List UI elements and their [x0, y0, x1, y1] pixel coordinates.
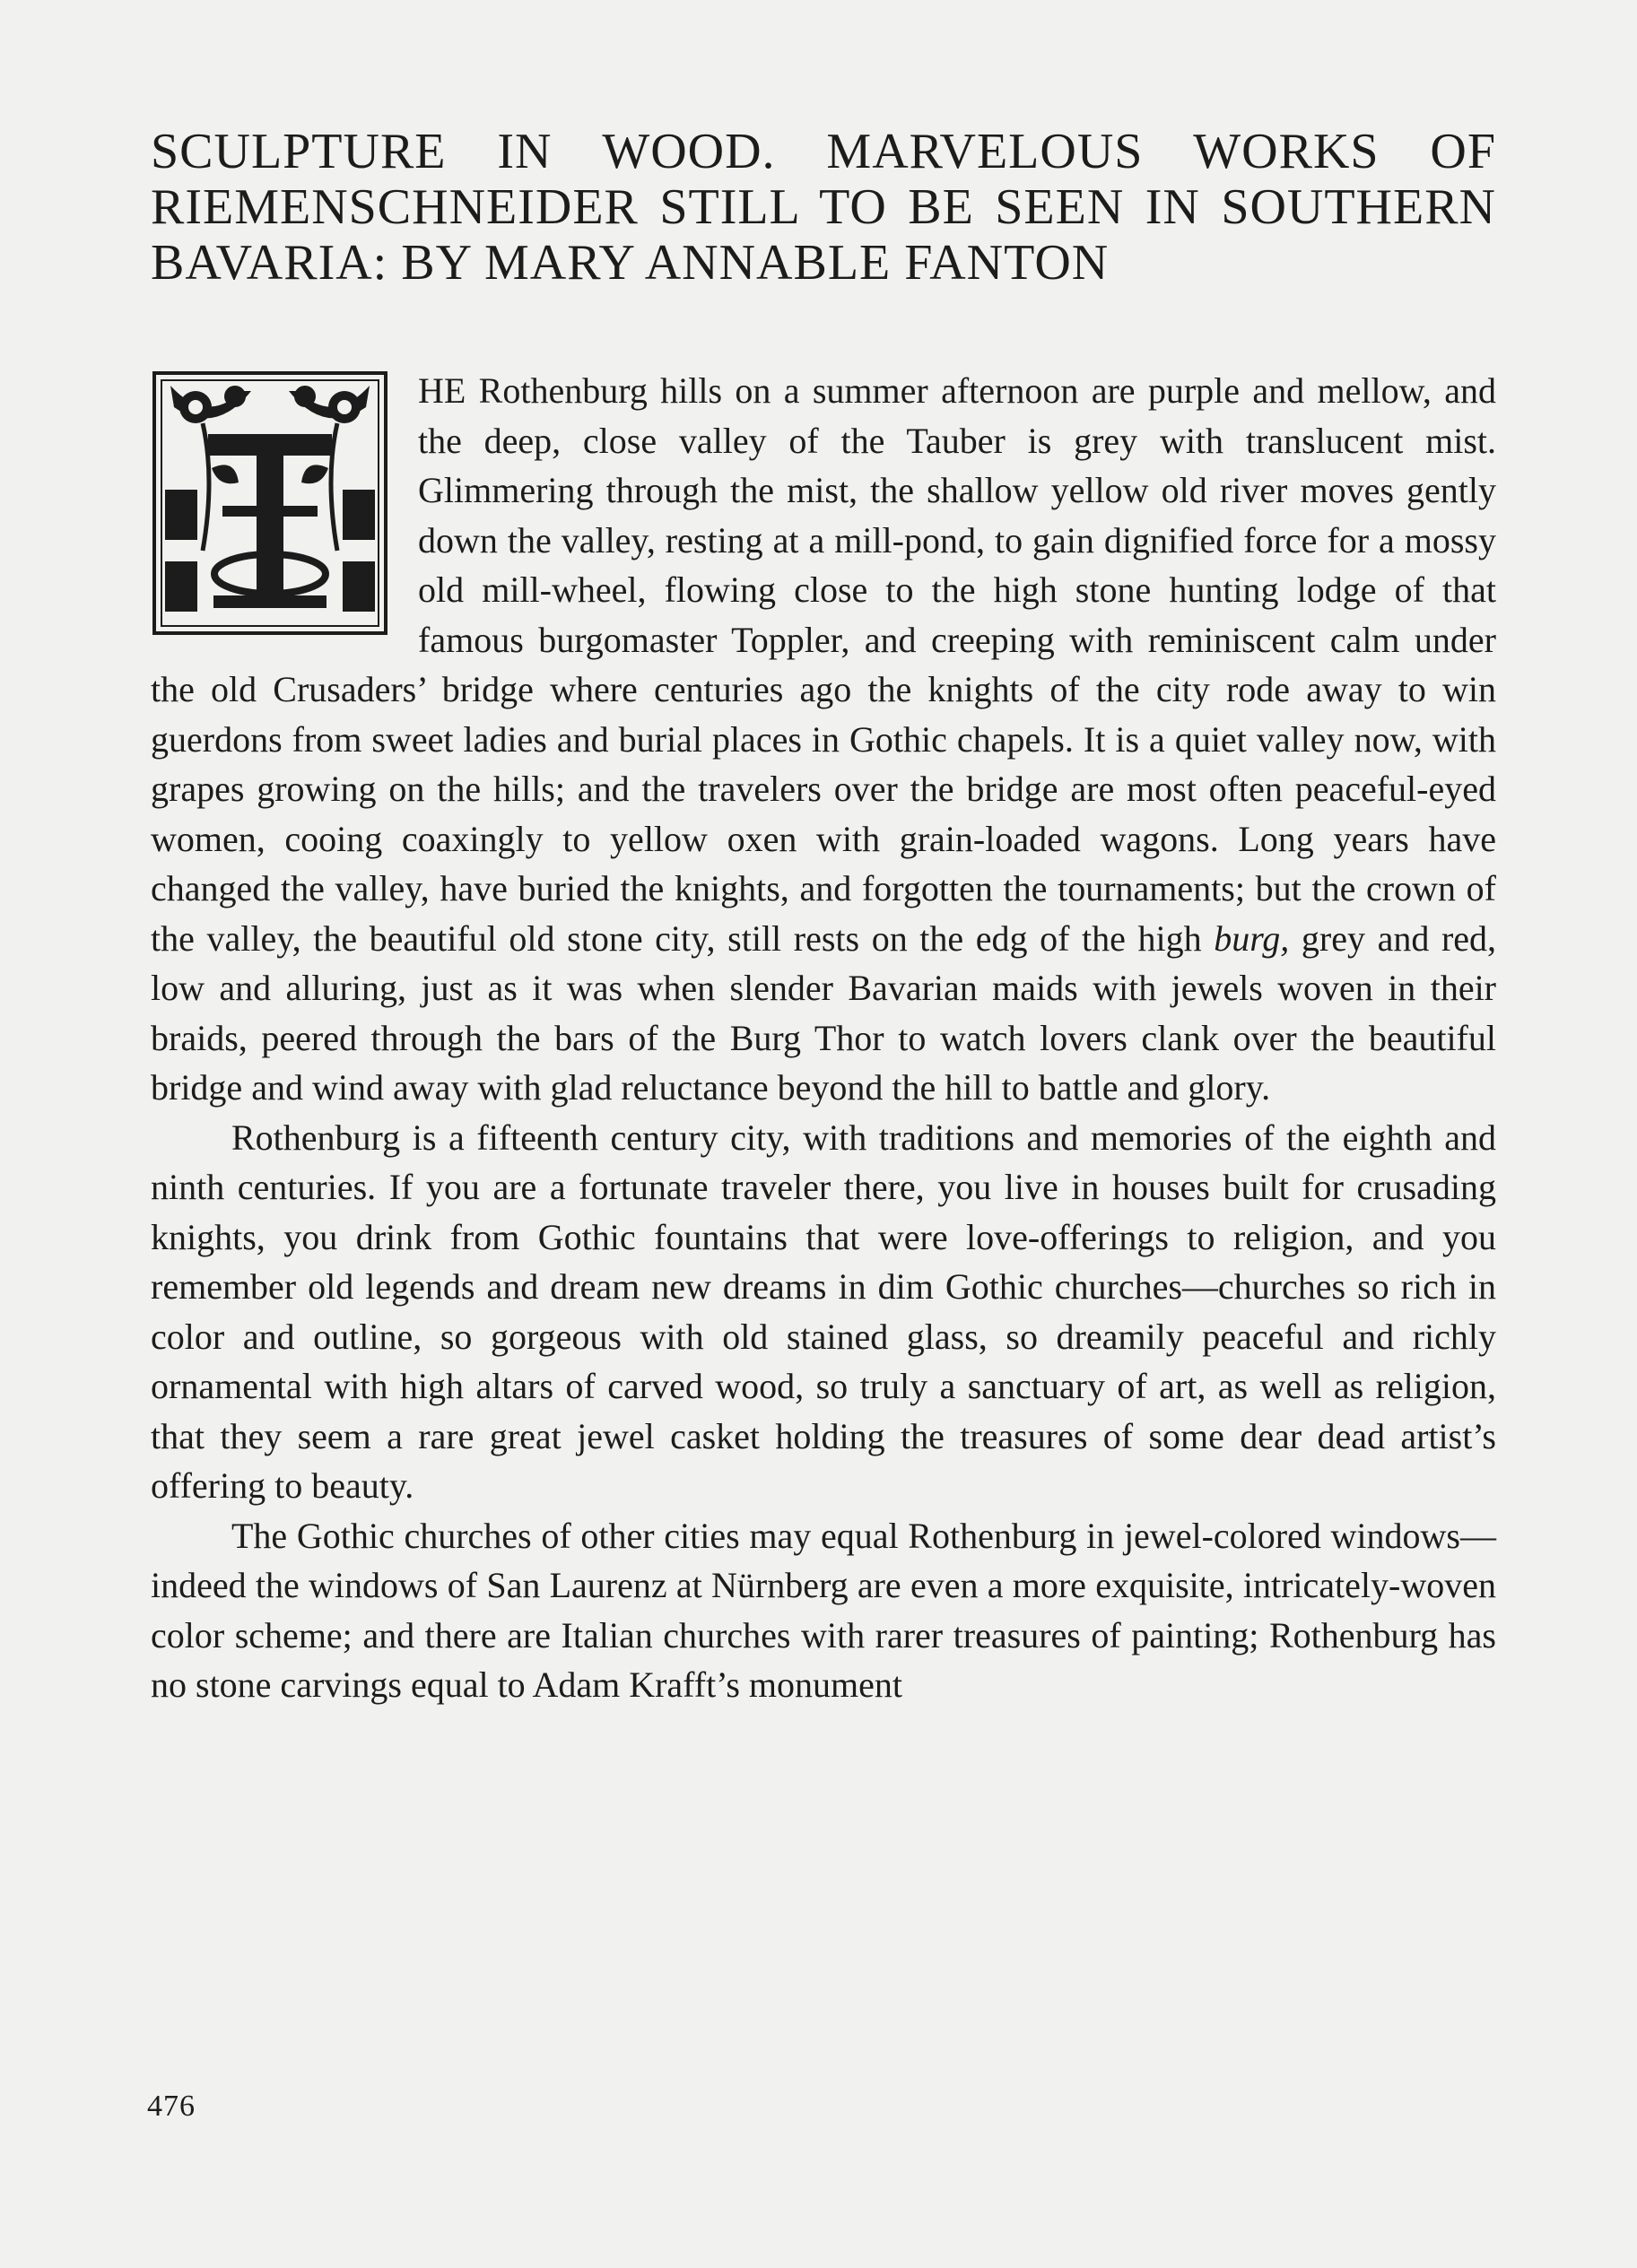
italic-burg: burg, [1214, 917, 1290, 959]
paragraph-2: Rothenburg is a fifteenth century city, with traditions and memories of the eighth and ninth centuries. If you are a fortunate traveler there, you live in houses built for crusading knights, you drink from Gothic fountains that were love-offerings to religion, and you remember old legends and dream new dreams in dim Gothic churches—churches so rich in color and outline, so gorgeous with old stained glass, so dreamily peaceful and richly ornamental with high altars of carved wood, so truly a sanctuary of art, as well as religion, that they seem a rare great jewel casket holding the treasures of some dear dead artist’s offering to beauty. [151, 1117, 1496, 1506]
paragraph-3: The Gothic churches of other cities may equal Rothenburg in jewel-colored windows—indeed the windows of San Laurenz at Nürnberg are even a more exquisite, intricately-woven color scheme; and there are Italian churches with rarer treasures of painting; Rothenburg has no stone carvings equal to Adam Krafft’s monument [151, 1515, 1496, 1705]
article-title: SCULPTURE IN WOOD. MARVELOUS WORKS OF RIEMENSCHNEIDER STILL TO BE SEEN IN SOUTHERN BAVARIA: BY MARY ANNABLE FANTON [151, 124, 1496, 291]
article-body [151, 366, 1496, 1710]
page-number: 476 [147, 2090, 196, 2123]
ornamental-dropcap [152, 371, 387, 635]
paragraph-1: HE Rothenburg hills on a summer afternoon are purple and mellow, and the deep, close valley of the Tauber is grey with translucent mist. Glimmering through the mist, the shallow yellow old river moves gently down the valley, resting at a mill-pond, to gain dignified force for a mossy old mill-wheel, flowing close to the high stone hunting lodge of that famous burgomaster Toppler, and creeping with reminiscent calm under the old Crusaders’ bridge where centuries ago the knights of the city rode away to win guerdons from sweet ladies and burial places in Gothic chapels. It is a quiet valley now, with grapes growing on the hills; and the travelers over the bridge are most often peaceful-eyed women, cooing coaxingly to yellow oxen with grain-loaded wagons. Long years have changed the valley, have buried the knights, and forgotten the tournaments; but the crown of the valley, the beautiful old stone city, still rests on the edg of the high burg, grey and red, low and alluring, just as it was when slender Bavarian maids with jewels woven in their braids, peered through the bars of the Burg Thor to watch lovers clank over the beautiful bridge and wind away with glad reluctance beyond the hill to battle and glory. [151, 370, 1497, 1108]
